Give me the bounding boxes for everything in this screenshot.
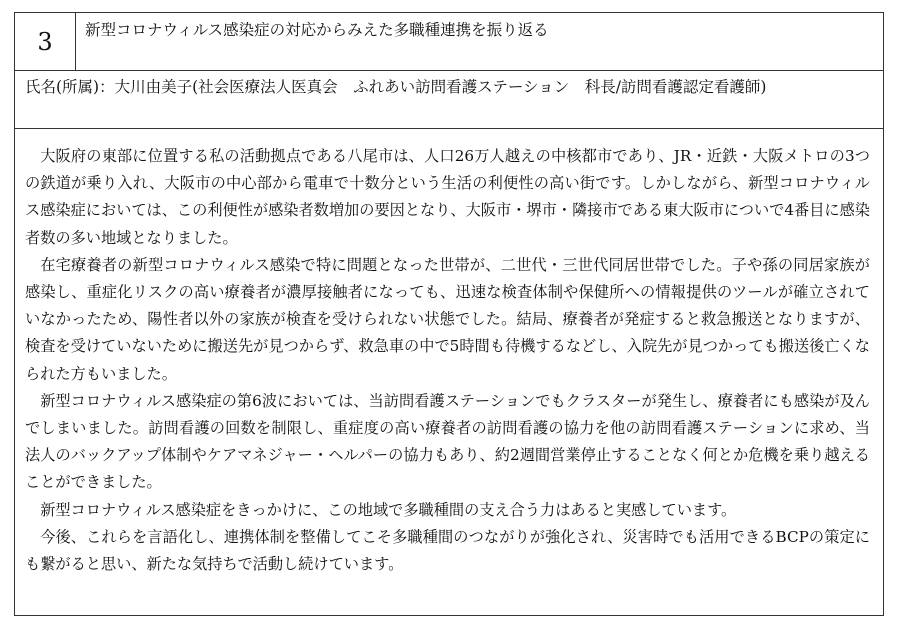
entry-number: 3	[15, 13, 76, 70]
entry-title: 新型コロナウィルス感染症の対応からみえた多職種連携を振り返る	[85, 21, 549, 39]
body-text	[15, 128, 883, 578]
paragraph: 大阪府の東部に位置する私の活動拠点である八尾市は、人口26万人越えの中核都市であり、JR・近鉄・大阪メトロの3つの鉄道が乗り入れ、大阪市の中心部から電車で十数分という生活の利便性の高い街です。しかしながら、新型コロナウィルス感染症においては、この利便性が感染者数増加の要因となり、大阪市・堺市・隣接市である東大阪市についで4番目に感染者数の多い地域となりました。	[25, 147, 870, 247]
report-sheet	[14, 12, 884, 616]
author-affiliation: 氏名(所属)：大川由美子(社会医療法人医真会 ふれあい訪問看護ステーション 科長/訪問看護認定看護師)	[25, 78, 767, 96]
paragraph: 新型コロナウィルス感染症の第6波においては、当訪問看護ステーションでもクラスターが発生し、療養者にも感染が及んでしまいました。訪問看護の回数を制限し、重症度の高い療養者の訪問看護の協力を他の訪問看護ステーションに求め、当法人のバックアップ体制やケアマネジャー・ヘルパーの協力もあり、約2週間営業停止することなく何とか危機を乗り越えることができました。	[25, 391, 870, 492]
paragraph: 新型コロナウィルス感染症をきっかけに、この地域で多職種間の支え合う力はあると実感しています。	[40, 500, 737, 519]
author-row	[15, 70, 883, 129]
paragraph: 在宅療養者の新型コロナウィルス感染で特に問題となった世帯が、二世代・三世代同居世帯でした。子や孫の同居家族が感染し、重症化リスクの高い療養者が濃厚接触者になっても、迅速な検査体制や保健所への情報提供のツールが確立されていなかったため、陽性者以外の家族が検査を受けられない状態でした。結局、療養者が発症すると救急搬送となりますが、検査を受けていないために搬送先が見つからず、救急車の中で5時間も待機するなどし、入院先が見つかっても搬送後亡くなられた方もいました。	[25, 255, 870, 383]
paragraph: 今後、これらを言語化し、連携体制を整備してこそ多職種間のつながりが強化され、災害時でも活用できるBCPの策定にも繋がると思い、新たな気持ちで活動し続けています。	[25, 527, 870, 574]
title-row	[15, 13, 883, 71]
